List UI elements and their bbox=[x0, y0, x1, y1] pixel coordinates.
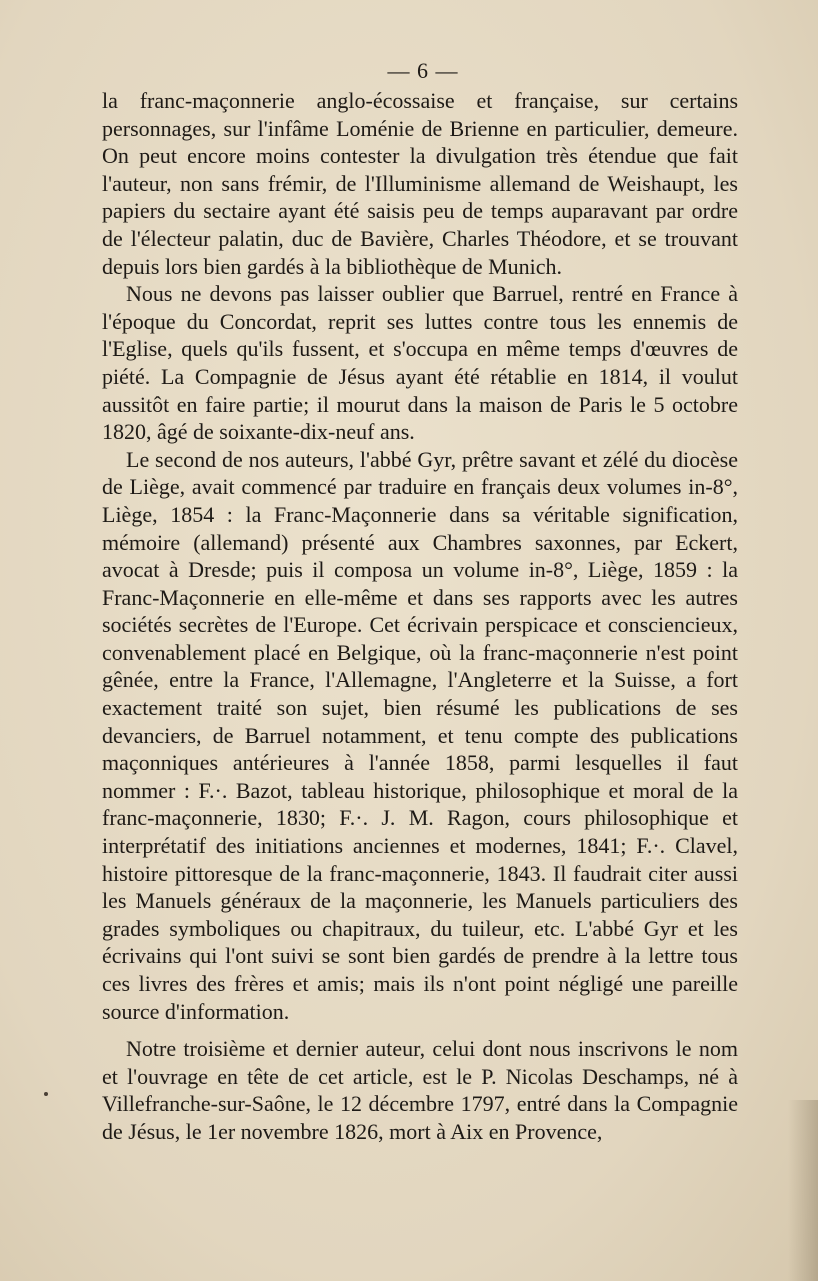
paragraph-1: la franc-maçonnerie anglo-écossaise et française, sur certains personnages, sur l'infâme Loménie de Brienne en particulier, demeure. On peut encore moins contester la divulgation très étendue que fait l'auteur, non sans frémir, de l'Illuminisme allemand de Weishaupt, les papiers du sectaire ayant été saisis peu de temps auparavant par ordre de l'électeur palatin, duc de Bavière, Charles Théodore, et se trouvant depuis lors bien gardés à la bibliothèque de Munich. bbox=[102, 88, 738, 279]
body-text bbox=[102, 87, 738, 1146]
margin-mark bbox=[44, 1092, 48, 1096]
page-number: — 6 — bbox=[387, 58, 459, 83]
paragraph-3: Le second de nos auteurs, l'abbé Gyr, prêtre savant et zélé du diocèse de Liège, avait commencé par traduire en français deux volumes in-8°, Liège, 1854 : la Franc-Maçonnerie dans sa véritable signification, mémoire (allemand) présenté aux Chambres saxonnes, par Eckert, avocat à Dresde; puis il composa un volume in-8°, Liège, 1859 : la Franc-Maçonnerie en elle-même et dans ses rapports avec les autres sociétés secrètes de l'Europe. Cet écrivain perspicace et consciencieux, convenablement placé en Belgique, où la franc-maçonnerie n'est point gênée, entre la France, l'Allemagne, l'Angleterre et la Suisse, a fort exactement traité son sujet, bien résumé les publications de ses devanciers, de Barruel notamment, et tenu compte des publications maçonniques antérieures à l'année 1858, parmi lesquelles il faut nommer : F.·. Bazot, tableau historique, philosophique et moral de la franc-maçonnerie, 1830; F.·. J. M. Ragon, cours philosophique et interprétatif des initiations anciennes et modernes, 1841; F.·. Clavel, histoire pittoresque de la franc-maçonnerie, 1843. Il faudrait citer aussi les Manuels généraux de la maçonnerie, les Manuels particuliers des grades symboliques ou chapitraux, du tuileur, etc. L'abbé Gyr et les écrivains qui l'ont suivi se sont bien gardés de prendre à la lettre tous ces livres des frères et amis; mais ils n'ont point négligé une pareille source d'information. bbox=[102, 446, 738, 1024]
paragraph-4: Notre troisième et dernier auteur, celui dont nous inscrivons le nom et l'ouvrage en tête de cet article, est le P. Nicolas Deschamps, né à Villefranche-sur-Saône, le 12 décembre 1797, entré dans la Compagnie de Jésus, le 1er novembre 1826, mort à Aix en Provence, bbox=[102, 1036, 738, 1144]
paragraph-2: Nous ne devons pas laisser oublier que Barruel, rentré en France à l'époque du Concordat, reprit ses luttes contre tous les ennemis de l'Eglise, quels qu'ils fussent, et s'occupa en même temps d'œuvres de piété. La Compagnie de Jésus ayant été rétablie en 1814, il voulut aussitôt en faire partie; il mourut dans la maison de Paris le 5 octobre 1820, âgé de soixante-dix-neuf ans. bbox=[102, 281, 738, 445]
page-edge-shadow bbox=[788, 1100, 818, 1281]
